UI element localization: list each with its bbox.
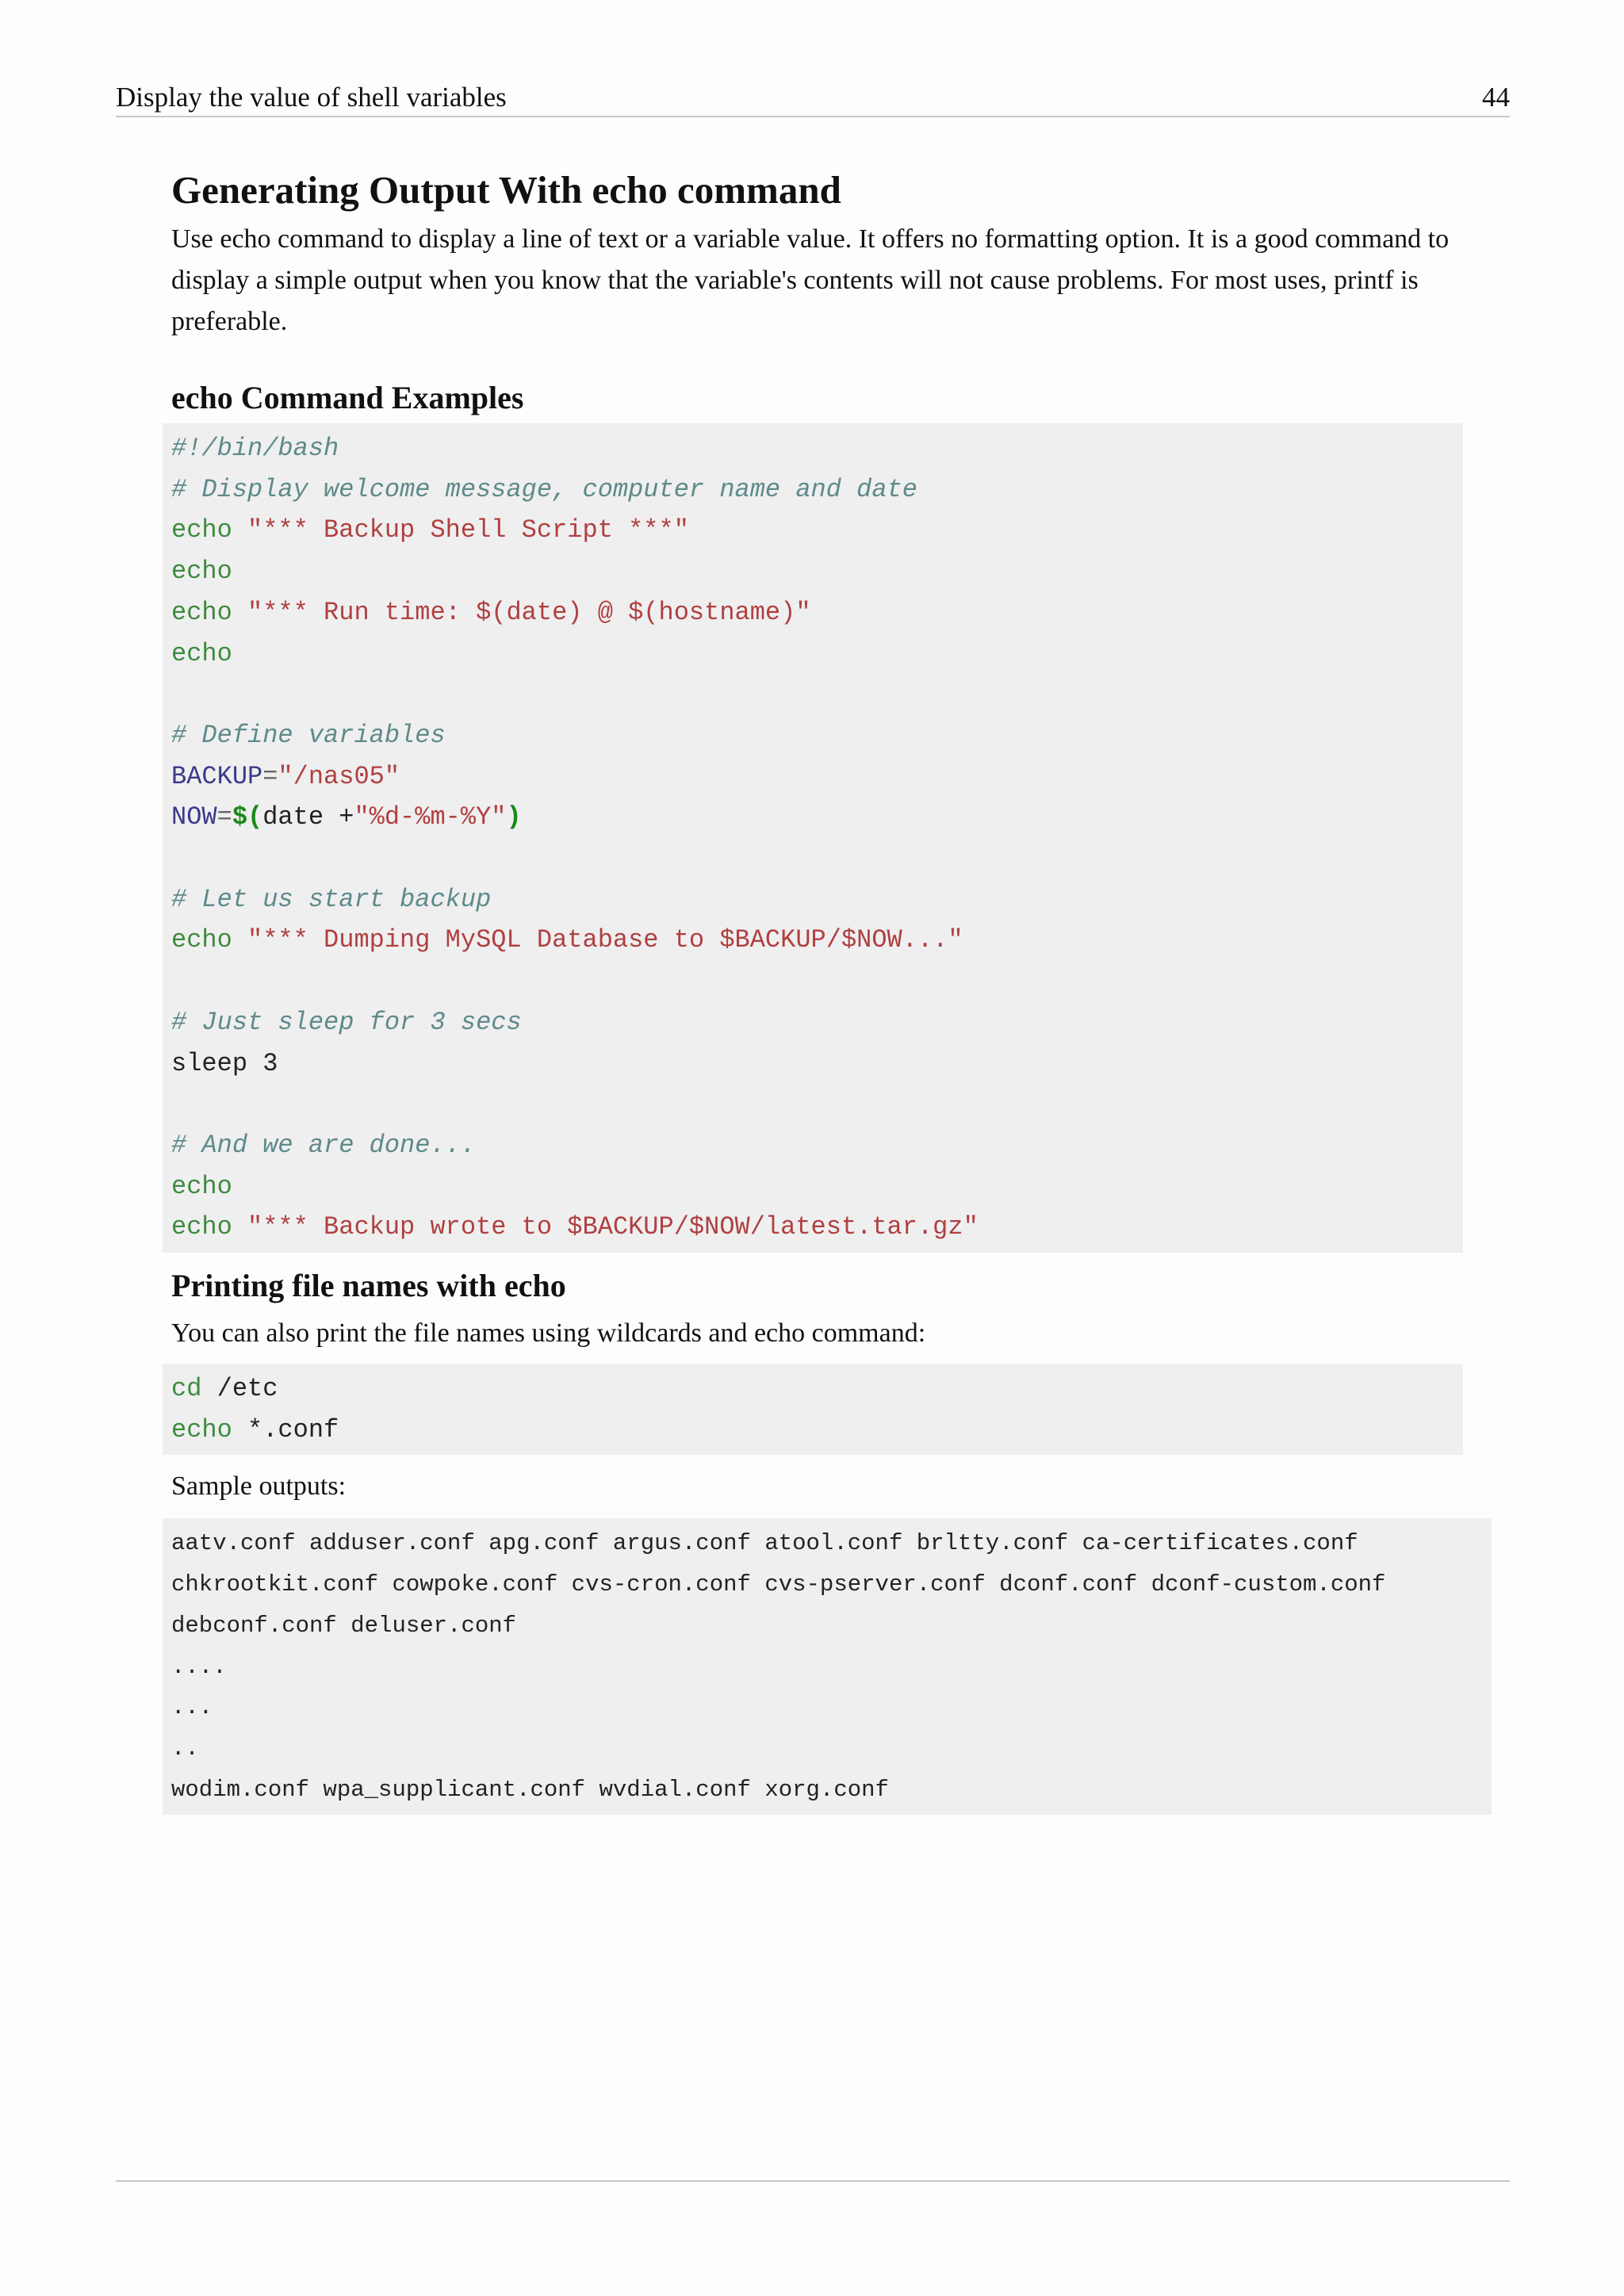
output-line: chkrootkit.conf cowpoke.conf cvs-cron.conf cvs-pserver.conf dconf.conf dconf-custom.conf (171, 1571, 1386, 1598)
code-line: sleep 3 (171, 1048, 278, 1078)
output-line: debconf.conf deluser.conf (171, 1612, 517, 1639)
code-line: echo (171, 638, 232, 668)
code-line: echo (171, 557, 232, 587)
running-title: Display the value of shell variables (116, 82, 507, 113)
code-line: echo "*** Backup wrote to $BACKUP/$NOW/latest.tar.gz" (171, 1212, 979, 1242)
output-line: ... (171, 1694, 213, 1721)
output-line: aatv.conf adduser.conf apg.conf argus.conf atool.conf brltty.conf ca-certificates.conf (171, 1530, 1358, 1557)
code-line: echo *.conf (171, 1414, 339, 1445)
code-line: #!/bin/bash (171, 434, 339, 463)
output-line: wodim.conf wpa_supplicant.conf wvdial.conf xorg.conf (171, 1776, 889, 1803)
sample-outputs-label: Sample outputs: (171, 1471, 347, 1502)
code-line (163, 674, 1463, 715)
section-title: Generating Output With echo command (171, 168, 841, 212)
code-line (163, 1084, 1463, 1125)
output-line: .. (171, 1735, 199, 1762)
code-line (163, 838, 1463, 879)
code-line: cd /etc (171, 1374, 278, 1404)
code-line: # And we are done... (171, 1130, 477, 1160)
code-line (163, 961, 1463, 1002)
code-line: BACKUP="/nas05" (171, 761, 400, 791)
code-line: # Let us start backup (171, 884, 492, 914)
code-line: # Display welcome message, computer name and date (171, 474, 917, 504)
page-number: 44 (1482, 82, 1510, 113)
code-line: NOW=$(date +"%d-%m-%Y") (171, 802, 522, 832)
code-line: echo "*** Run time: $(date) @ $(hostname)" (171, 597, 811, 627)
footer-rule (116, 2180, 1510, 2182)
output-line: .... (171, 1653, 227, 1680)
section-intro: Use echo command to display a line of text or a variable value. It offers no formatting option. It is a good command to display a simple output when you know that the variable's contents will not cause problems. For most uses, printf is preferable. (171, 224, 1450, 336)
page-header (116, 78, 1510, 117)
filenames-title: Printing file names with echo (171, 1268, 566, 1304)
code-line: # Just sleep for 3 secs (171, 1007, 522, 1037)
code-line: echo (171, 1171, 232, 1201)
filenames-intro: You can also print the file names using wildcards and echo command: (171, 1318, 926, 1349)
page-content (171, 163, 1472, 1815)
sample-output-block (163, 1518, 1492, 1815)
code-line: echo "*** Dumping MySQL Database to $BACKUP/$NOW..." (171, 925, 963, 955)
code-line: # Define variables (171, 720, 446, 750)
examples-title: echo Command Examples (171, 380, 524, 415)
filenames-code (163, 1364, 1463, 1455)
echo-examples-code (163, 423, 1463, 1253)
code-line: echo "*** Backup Shell Script ***" (171, 515, 689, 545)
